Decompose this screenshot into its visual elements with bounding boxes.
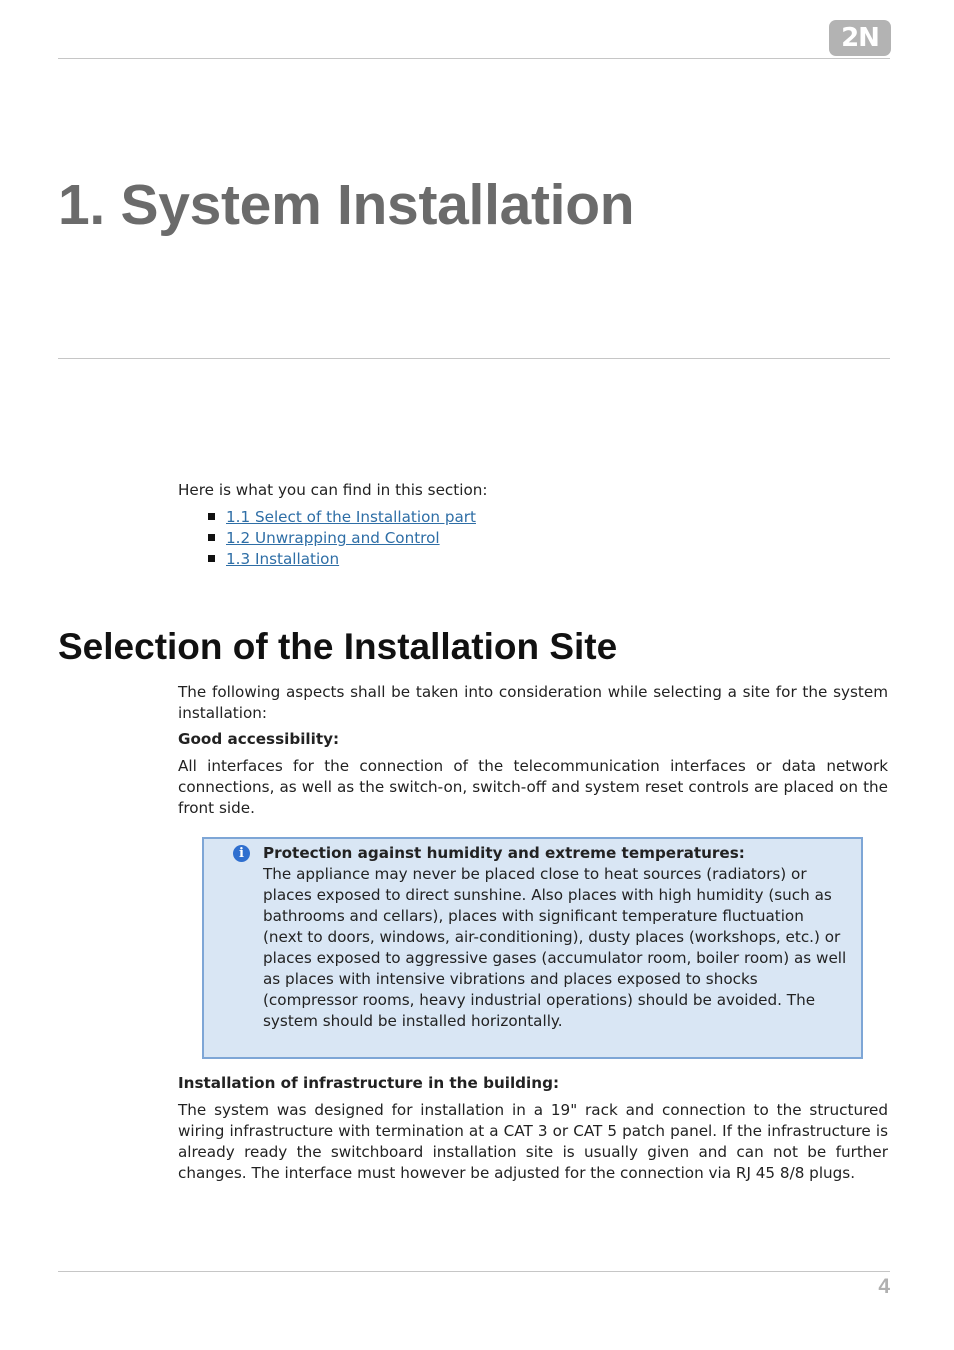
info-note-box [202,837,863,1059]
footer-divider [58,1271,890,1272]
square-bullet-icon [208,513,215,520]
note-title: Protection against humidity and extreme temperatures: [263,844,745,862]
brand-logo: 2N [829,20,891,56]
intro-text: Here is what you can find in this section: [178,481,488,499]
page-number: 4 [878,1275,890,1298]
paragraph-infrastructure: The system was designed for installation in a 19" rack and connection to the structured wiring infrastructure with termination at a CAT 3 or CAT 5 patch panel. If the infrastructure is already ready the switchboard installation site is usually given and can not be further changes. The interface must however be adjusted for the connection via RJ 45 8/8 plugs. [178,1101,888,1182]
subheading-accessibility: Good accessibility: [178,730,340,748]
chapter-divider [58,358,890,359]
list-item [206,549,476,570]
list-item [206,507,476,528]
paragraph-accessibility: All interfaces for the connection of the telecommunication interfaces or data network connections, as well as the switch-on, switch-off and system reset controls are placed on the front side. [178,757,888,817]
toc-link-select-installation-part[interactable]: 1.1 Select of the Installation part [226,508,476,526]
section-title: Selection of the Installation Site [58,626,618,667]
square-bullet-icon [208,534,215,541]
toc-link-unwrapping-control[interactable]: 1.2 Unwrapping and Control [226,529,440,547]
header-divider [58,58,890,59]
chapter-title: 1. System Installation [58,173,635,237]
square-bullet-icon [208,555,215,562]
section-toc [206,507,476,570]
list-item [206,528,476,549]
toc-link-installation[interactable]: 1.3 Installation [226,550,340,568]
paragraph-site-aspects: The following aspects shall be taken into consideration while selecting a site for the system installation: [178,683,888,722]
note-body: The appliance may never be placed close to heat sources (radiators) or places exposed to direct sunshine. Also places with high humidity (such as bathrooms and cellars), places with significant temperature fluctuation (next to doors, windows, air-conditioning), dusty places (workshops, etc.) or places exposed to aggressive gases (accumulator room, boiler room) as well as places with intensive vibrations and places exposed to shocks (compressor rooms, heavy industrial operations) should be avoided. The system should be installed horizontally. [263,865,847,1030]
info-icon: i [233,845,250,862]
subheading-infrastructure: Installation of infrastructure in the building: [178,1074,560,1092]
note-content [263,843,848,1032]
